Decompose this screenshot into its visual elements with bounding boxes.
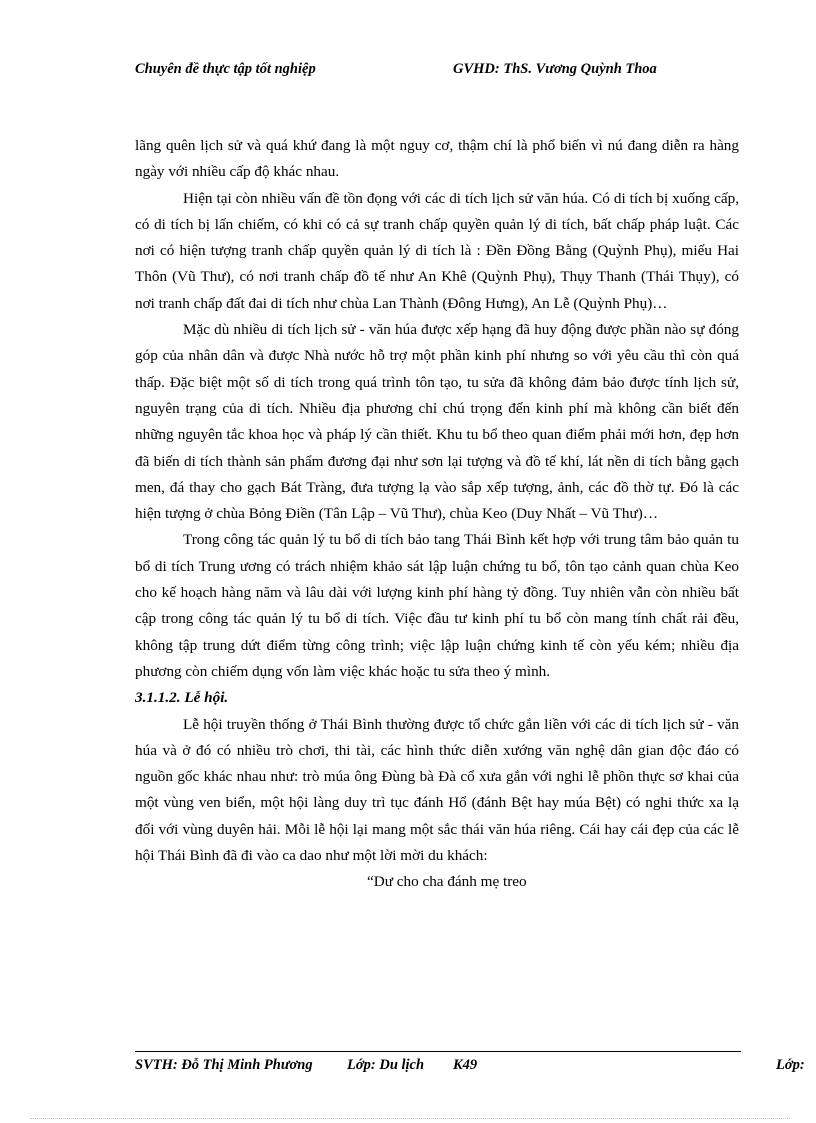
paragraph: Trong công tác quản lý tu bổ di tích bảo tang Thái Bình kết hợp với trung tâm bảo quản tu bổ di tích Trung ương có trách nhiệm khảo sát lập luận chứng tu bổ, tôn tạo cảnh quan chùa Keo cho kế hoạch hàng năm và lâu dài với lượng kinh phí hàng tỷ đồng. Tuy nhiên vẫn còn nhiều bất cập trong công tác quản lý tu bổ di tích. Việc đầu tư kinh phí tu bổ còn mang tính chất rải đều, không tập trung dứt điểm từng công trình; việc lập luận chứng kinh tế còn yếu kém; nhiều địa phương còn chiếm dụng vốn làm việc khác hoặc tu sửa theo ý mình. bbox=[135, 531, 739, 680]
footer-class-label: Lớp: bbox=[776, 1057, 805, 1073]
paragraph: Lễ hội truyền thống ở Thái Bình thường được tổ chức gắn liền với các di tích lịch sử - văn húa và ở đó có nhiều trò chơi, thi tài, các hình thức diễn xướng văn nghệ dân gian độc đáo có nguồn gốc khác nhau như: trò múa ông Đùng bà Đà cổ xưa gắn với nghi lễ phồn thực sơ khai của một vùng ven biển, một hội làng duy trì tục đánh Hổ (đánh Bệt hay múa Bệt) có nghi thức xa lạ đối với vùng duyên hải. Mỗi lễ hội lại mang một sắc thái văn húa riêng. Cái hay cái đẹp của các lễ hội Thái Bình đã đi vào ca dao như một lời mời du khách: bbox=[135, 715, 739, 865]
quote-line: “Dư cho cha đánh mẹ treo bbox=[367, 873, 527, 891]
page-footer bbox=[135, 1057, 816, 1079]
page-edge-divider bbox=[30, 1118, 790, 1119]
footer-student: SVTH: Đỗ Thị Minh Phương bbox=[135, 1057, 313, 1073]
page-header bbox=[135, 61, 775, 83]
footer-divider bbox=[135, 1051, 741, 1052]
paragraph-continued: lãng quên lịch sử và quá khứ đang là một nguy cơ, thậm chí là phổ biến vì nú đang diễn ra hàng ngày với nhiều cấp độ khác nhau. bbox=[135, 137, 739, 181]
paragraph: Hiện tại còn nhiều vấn đề tồn đọng với các di tích lịch sử văn húa. Có di tích bị xuống cấp, có di tích bị lấn chiếm, có khi có cả sự tranh chấp quyền quản lý di tích, bất chấp pháp luật. Các nơi có hiện tượng tranh chấp quyền quản lý di tích là : Đền Đồng Bằng (Quỳnh Phụ), miếu Hai Thôn (Vũ Thư), có nơi tranh chấp đồ tế như An Khê (Quỳnh Phụ), Thụy Thanh (Thái Thụy), có nơi tranh chấp đất đai di tích như chùa Lan Thành (Đông Hưng), An Lễ (Quỳnh Phụ)… bbox=[135, 189, 739, 312]
paragraph: Mặc dù nhiều di tích lịch sử - văn húa được xếp hạng đã huy động được phần nào sự đóng góp của nhân dân và được Nhà nước hỗ trợ một phần kinh phí nhưng so với yêu cầu thì còn quá thấp. Đặc biệt một số di tích trong quá trình tôn tạo, tu sửa đã không đảm bảo được tính lịch sử, nguyên trạng của di tích. Nhiều địa phương chỉ chú trọng đến kinh phí mà không cần biết đến những nguyên tắc khoa học và pháp lý cần thiết. Khu tu bổ theo quan điểm phải mới hơn, đẹp hơn đã biến di tích thành sản phẩm đương đại như sơn lại tượng và đồ tế khí, lát nền di tích bằng gạch men, đá thay cho gạch Bát Tràng, đưa tượng lạ vào sắp xếp tượng, ảnh, các đồ thờ tự. Đó là các hiện tượng ở chùa Bỏng Điền (Tân Lập – Vũ Thư), chùa Keo (Duy Nhất – Vũ Thư)… bbox=[135, 321, 739, 523]
footer-class: Lớp: Du lịch bbox=[347, 1057, 425, 1073]
section-heading: 3.1.1.2. Lễ hội. bbox=[135, 689, 229, 707]
header-thesis-title: Chuyên đề thực tập tốt nghiệp bbox=[135, 61, 316, 77]
page-body bbox=[135, 133, 739, 896]
header-advisor: GVHD: ThS. Vương Quỳnh Thoa bbox=[453, 61, 657, 77]
footer-class-code: K49 bbox=[453, 1057, 478, 1073]
